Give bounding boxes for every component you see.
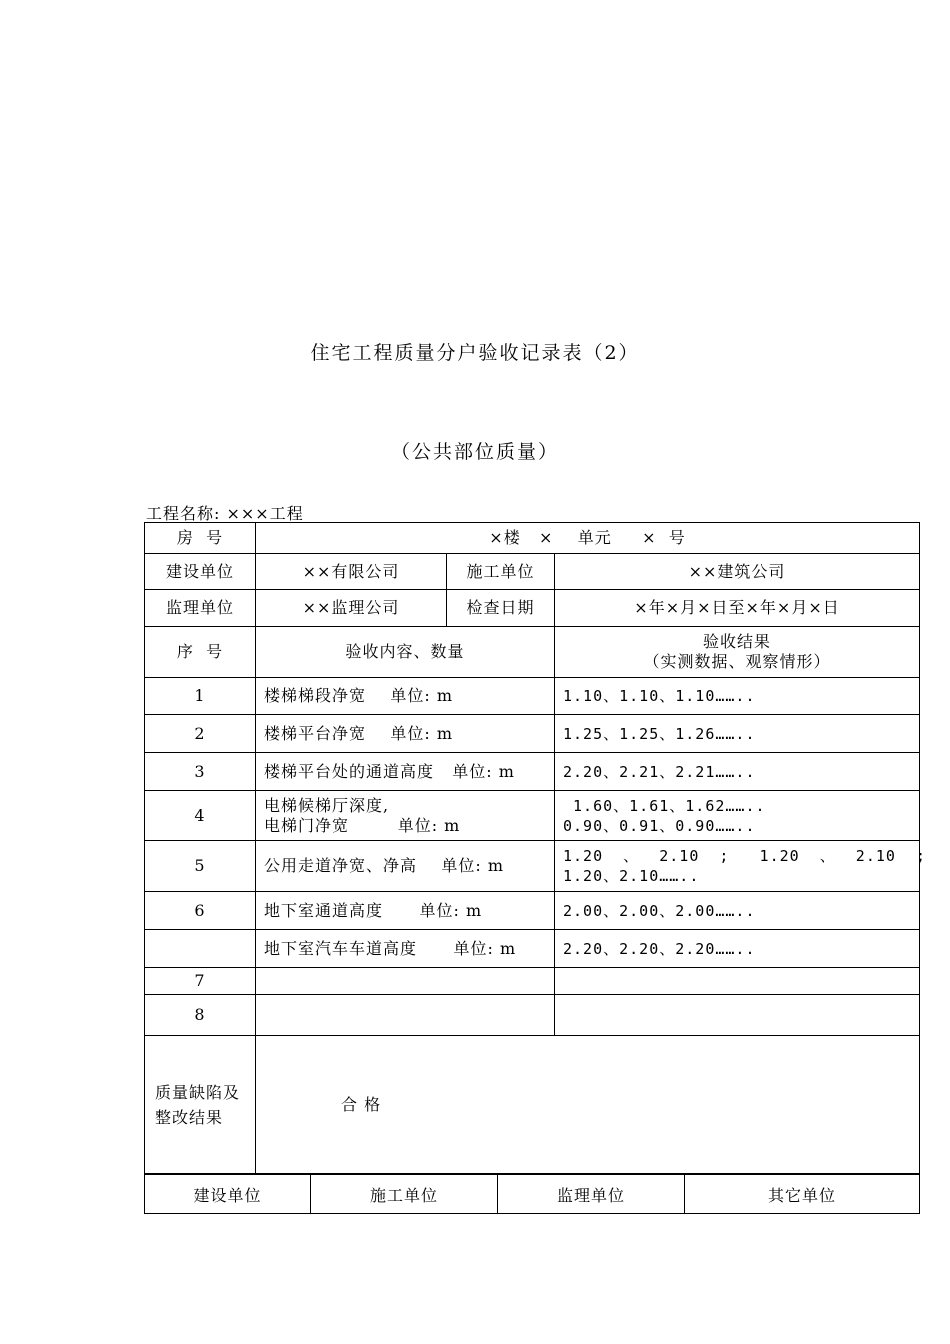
- row-result-line: 1.60、1.61、1.62……..: [563, 796, 766, 815]
- row-content-line: 电梯门净宽 单位: m: [264, 815, 461, 835]
- row-seq: 4: [145, 791, 256, 841]
- unit-row: [145, 554, 920, 590]
- signature-row: [145, 1175, 920, 1214]
- room-label: 房 号: [145, 523, 256, 554]
- signature-builder-unit: 施工单位: [311, 1175, 498, 1214]
- table-row: [145, 678, 920, 715]
- row-result: 2.00、2.00、2.00……..: [555, 892, 920, 930]
- construction-unit-value: ××有限公司: [256, 554, 447, 590]
- room-row: [145, 523, 920, 554]
- construction-unit-label: 建设单位: [145, 554, 256, 590]
- row-result: [555, 968, 920, 995]
- header-seq: 序 号: [145, 627, 256, 678]
- row-result-line: 1.20 、 2.10 ; 1.20 、 2.10 ;: [563, 847, 927, 865]
- table-row: [145, 968, 920, 995]
- row-seq: 3: [145, 753, 256, 791]
- row-result-line: 0.90、0.91、0.90……..: [563, 816, 756, 835]
- header-result-subtitle: （实测数据、观察情形）: [643, 652, 831, 671]
- row-content: 楼梯梯段净宽 单位: m: [256, 678, 555, 715]
- row-content: [256, 791, 555, 841]
- row-seq: 5: [145, 841, 256, 892]
- row-content: 楼梯平台净宽 单位: m: [256, 715, 555, 753]
- header-result: [555, 627, 920, 678]
- table-row: [145, 715, 920, 753]
- table-row: [145, 892, 920, 930]
- row-content-line: 电梯候梯厅深度,: [264, 795, 390, 815]
- room-value: ×楼 × 单元 × 号: [256, 523, 920, 554]
- builder-unit-value: ××建筑公司: [555, 554, 920, 590]
- defect-value: 合 格: [256, 1036, 920, 1174]
- supervision-row: [145, 590, 920, 627]
- row-result: [555, 791, 920, 841]
- row-content: 地下室通道高度 单位: m: [256, 892, 555, 930]
- document-subtitle: （公共部位质量）: [390, 441, 559, 463]
- row-result: 1.25、1.25、1.26……..: [555, 715, 920, 753]
- signature-construction-unit: 建设单位: [145, 1175, 311, 1214]
- row-seq: 1: [145, 678, 256, 715]
- defect-label: 质量缺陷及整改结果: [145, 1036, 256, 1174]
- row-content: 楼梯平台处的通道高度 单位: m: [256, 753, 555, 791]
- row-content: 地下室汽车车道高度 单位: m: [256, 930, 555, 968]
- header-row: [145, 627, 920, 678]
- check-date-label: 检查日期: [447, 590, 555, 627]
- row-seq: 2: [145, 715, 256, 753]
- table-row: [145, 930, 920, 968]
- table-row: [145, 995, 920, 1036]
- project-name-label: 工程名称: ×××工程: [146, 504, 304, 523]
- row-seq: 6: [145, 892, 256, 930]
- defect-row: [145, 1036, 920, 1174]
- row-seq: 7: [145, 968, 256, 995]
- row-result: 1.10、1.10、1.10……..: [555, 678, 920, 715]
- row-content: [256, 995, 555, 1036]
- signature-table: [144, 1174, 920, 1214]
- row-result: [555, 995, 920, 1036]
- row-content: 公用走道净宽、净高 单位: m: [256, 841, 555, 892]
- header-result-title: 验收结果: [703, 632, 772, 651]
- table-row: [145, 841, 920, 892]
- signature-supervision-unit: 监理单位: [498, 1175, 685, 1214]
- row-content: [256, 968, 555, 995]
- row-seq: 8: [145, 995, 256, 1036]
- table-row: [145, 753, 920, 791]
- row-result-line: 1.20、2.10……..: [563, 867, 700, 885]
- supervision-unit-value: ××监理公司: [256, 590, 447, 627]
- header-content: 验收内容、数量: [256, 627, 555, 678]
- document-title: 住宅工程质量分户验收记录表（2）: [310, 342, 640, 364]
- table-row: [145, 791, 920, 841]
- builder-unit-label: 施工单位: [447, 554, 555, 590]
- signature-other-unit: 其它单位: [685, 1175, 920, 1214]
- check-date-value: ×年×月×日至×年×月×日: [555, 590, 920, 627]
- inspection-table: [144, 522, 927, 1174]
- row-seq: [145, 930, 256, 968]
- row-result: 2.20、2.20、2.20……..: [555, 930, 920, 968]
- row-result: 2.20、2.21、2.21……..: [555, 753, 920, 791]
- row-result: [555, 841, 927, 892]
- supervision-unit-label: 监理单位: [145, 590, 256, 627]
